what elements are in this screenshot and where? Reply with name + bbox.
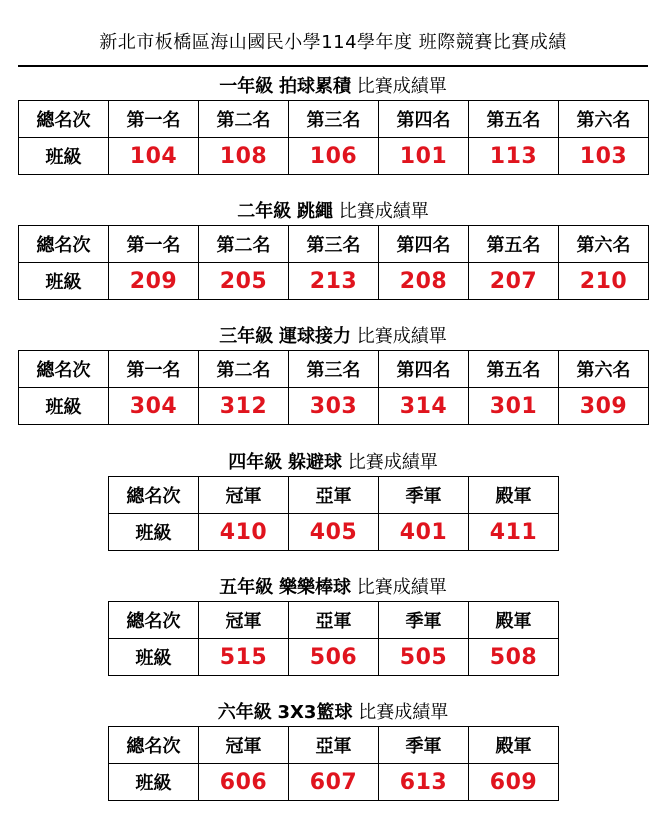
section-event: 樂樂棒球 (279, 577, 351, 598)
class-row (109, 639, 559, 676)
class-value: 210 (559, 263, 649, 300)
section-title (0, 72, 666, 98)
corner-cell: 總名次 (19, 351, 109, 388)
rank-header: 第四名 (379, 226, 469, 263)
rank-header-row (109, 602, 559, 639)
title-divider (18, 65, 648, 67)
class-value: 106 (289, 138, 379, 175)
section-suffix: 比賽成績單 (356, 326, 447, 347)
row-label: 班級 (109, 514, 199, 551)
class-value: 405 (289, 514, 379, 551)
rank-header: 第五名 (469, 226, 559, 263)
rank-header: 第三名 (289, 351, 379, 388)
section-event: 跳繩 (297, 201, 333, 222)
class-row (19, 263, 649, 300)
rank-header: 第六名 (559, 101, 649, 138)
corner-cell: 總名次 (109, 602, 199, 639)
rank-header: 殿軍 (469, 602, 559, 639)
class-value: 304 (109, 388, 199, 425)
corner-cell: 總名次 (109, 727, 199, 764)
rank-header: 亞軍 (289, 602, 379, 639)
rank-header: 亞軍 (289, 727, 379, 764)
class-value: 508 (469, 639, 559, 676)
class-value: 410 (199, 514, 289, 551)
rank-header-row (109, 477, 559, 514)
class-value: 303 (289, 388, 379, 425)
row-label: 班級 (109, 639, 199, 676)
rank-header: 第三名 (289, 101, 379, 138)
rank-header: 第四名 (379, 351, 469, 388)
class-value: 103 (559, 138, 649, 175)
class-value: 101 (379, 138, 469, 175)
class-value: 213 (289, 263, 379, 300)
section-grade: 五年級 (219, 577, 274, 598)
section-suffix: 比賽成績單 (338, 201, 429, 222)
rank-header: 第一名 (109, 351, 199, 388)
class-value: 104 (109, 138, 199, 175)
section-grade: 一年級 (219, 76, 274, 97)
row-label: 班級 (19, 263, 109, 300)
class-value: 208 (379, 263, 469, 300)
rank-header: 季軍 (379, 602, 469, 639)
class-row (109, 764, 559, 801)
rank-header: 第六名 (559, 226, 649, 263)
class-row (19, 138, 649, 175)
section-grade: 三年級 (219, 326, 274, 347)
section-title (0, 322, 666, 348)
class-value: 609 (469, 764, 559, 801)
class-value: 108 (199, 138, 289, 175)
rank-header-row (19, 351, 649, 388)
class-value: 314 (379, 388, 469, 425)
rank-header: 第一名 (109, 226, 199, 263)
section-event: 躲避球 (288, 452, 342, 473)
results-table (108, 601, 559, 676)
section-title (0, 573, 666, 599)
rank-header: 第三名 (289, 226, 379, 263)
section-title (0, 448, 666, 474)
section-grade: 六年級 (217, 702, 272, 723)
rank-header: 季軍 (379, 477, 469, 514)
rank-header: 第二名 (199, 101, 289, 138)
row-label: 班級 (109, 764, 199, 801)
rank-header: 冠軍 (199, 602, 289, 639)
class-value: 411 (469, 514, 559, 551)
section-suffix: 比賽成績單 (356, 76, 447, 97)
row-label: 班級 (19, 388, 109, 425)
rank-header: 冠軍 (199, 727, 289, 764)
rank-header: 第六名 (559, 351, 649, 388)
class-row (109, 514, 559, 551)
rank-header: 第五名 (469, 101, 559, 138)
class-value: 613 (379, 764, 469, 801)
class-value: 505 (379, 639, 469, 676)
results-table (18, 100, 649, 175)
results-table (18, 350, 649, 425)
class-value: 309 (559, 388, 649, 425)
results-table (108, 476, 559, 551)
rank-header: 殿軍 (469, 477, 559, 514)
section-title (0, 197, 666, 223)
results-table (108, 726, 559, 801)
class-value: 113 (469, 138, 559, 175)
class-value: 606 (199, 764, 289, 801)
section-suffix: 比賽成績單 (358, 702, 449, 723)
rank-header: 殿軍 (469, 727, 559, 764)
class-value: 607 (289, 764, 379, 801)
results-table (18, 225, 649, 300)
section-suffix: 比賽成績單 (356, 577, 447, 598)
rank-header: 第五名 (469, 351, 559, 388)
corner-cell: 總名次 (19, 101, 109, 138)
section-event: 運球接力 (279, 326, 351, 347)
class-value: 301 (469, 388, 559, 425)
class-row (19, 388, 649, 425)
class-value: 401 (379, 514, 469, 551)
section-grade: 二年級 (237, 201, 292, 222)
rank-header: 第四名 (379, 101, 469, 138)
rank-header-row (19, 101, 649, 138)
rank-header: 季軍 (379, 727, 469, 764)
section-event: 拍球累積 (279, 76, 351, 97)
section-event: 3X3籃球 (277, 702, 353, 723)
class-value: 205 (199, 263, 289, 300)
corner-cell: 總名次 (19, 226, 109, 263)
rank-header: 亞軍 (289, 477, 379, 514)
class-value: 506 (289, 639, 379, 676)
class-value: 312 (199, 388, 289, 425)
class-value: 209 (109, 263, 199, 300)
rank-header: 第二名 (199, 351, 289, 388)
page-title: 新北市板橋區海山國民小學114學年度 班際競賽比賽成績 (99, 32, 567, 53)
rank-header: 第二名 (199, 226, 289, 263)
rank-header: 冠軍 (199, 477, 289, 514)
row-label: 班級 (19, 138, 109, 175)
class-value: 515 (199, 639, 289, 676)
rank-header-row (109, 727, 559, 764)
rank-header: 第一名 (109, 101, 199, 138)
section-suffix: 比賽成績單 (347, 452, 438, 473)
corner-cell: 總名次 (109, 477, 199, 514)
section-title (0, 698, 666, 724)
rank-header-row (19, 226, 649, 263)
class-value: 207 (469, 263, 559, 300)
section-grade: 四年級 (228, 452, 283, 473)
